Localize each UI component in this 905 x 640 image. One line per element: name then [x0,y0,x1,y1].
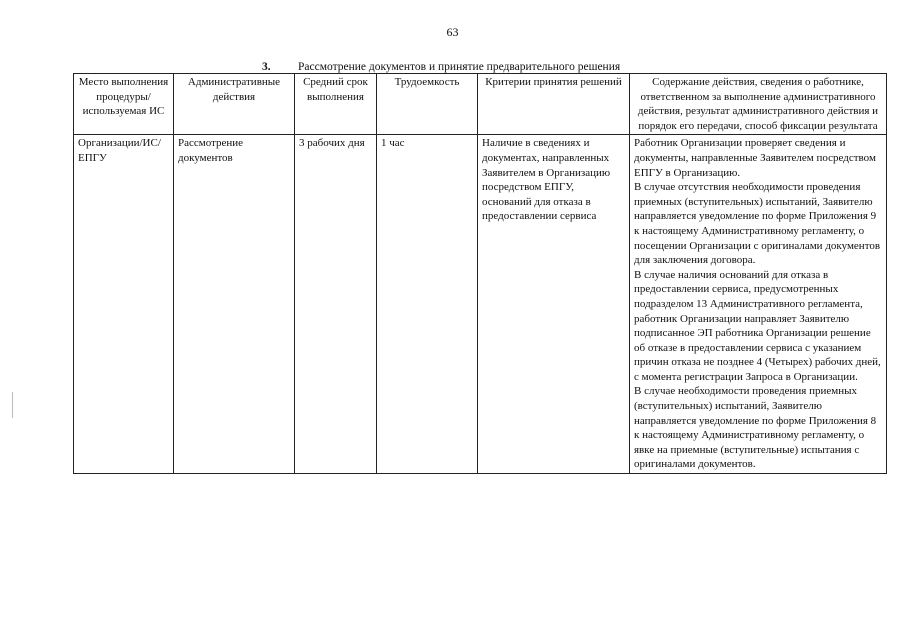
header-action: Административные действия [174,74,295,135]
header-labor: Трудоемкость [377,74,478,135]
cell-labor: 1 час [377,135,478,474]
page-edge-mark [12,392,13,418]
content-paragraph: В случае отсутствия необходимости проведения приемных (вступительных) испытаний, Заявителю направляется уведомление по форме Приложения 9 к настоящему Административному регламенту, о посещении Организации с оригиналами документов для заключения договора. [634,181,881,267]
content-paragraph: В случае наличия оснований для отказа в предоставлении сервиса, предусмотренных подразделом 13 Административного регламента, работник Организации направляет Заявителю подписанное ЭП работника Организации решение об отказе в предоставлении сервиса с указанием причин отказа не позднее 4 (Четырех) рабочих дней, с момента регистрации Запроса в Организации. [634,268,881,383]
procedure-table [73,73,887,474]
page-number: 63 [446,25,459,39]
table-row [74,135,887,474]
header-place: Место выполнения процедуры/используемая ИС [74,74,174,135]
cell-place: Организации/ИС/ЕПГУ [74,135,174,474]
table-header-row [74,74,887,135]
header-content: Содержание действия, сведения о работнике, ответственном за выполнение административного действия, результат административного действия и порядок его передачи, способ фиксации результата [630,74,887,135]
cell-term: 3 рабочих дня [295,135,377,474]
section-heading [262,61,620,73]
section-title: Рассмотрение документов и принятие предварительного решения [298,61,621,73]
content-paragraph: В случае необходимости проведения приемных (вступительных) испытаний, Заявителю направляется уведомление по форме Приложения 8 к настоящему Административному регламенту, о явке на приемные (вступительные) испытания с оригиналами документов. [634,385,877,471]
section-number: 3. [262,61,271,73]
header-term: Средний срок выполнения [295,74,377,135]
cell-content [630,135,887,474]
cell-action: Рассмотрение документов [174,135,295,474]
content-paragraph: Работник Организации проверяет сведения и документы, направленные Заявителем посредством ЕПГУ в Организацию. [634,137,876,179]
cell-criteria: Наличие в сведениях и документах, направленных Заявителем в Организацию посредством ЕПГУ, оснований для отказа в предоставлении сервиса [478,135,630,474]
header-criteria: Критерии принятия решений [478,74,630,135]
